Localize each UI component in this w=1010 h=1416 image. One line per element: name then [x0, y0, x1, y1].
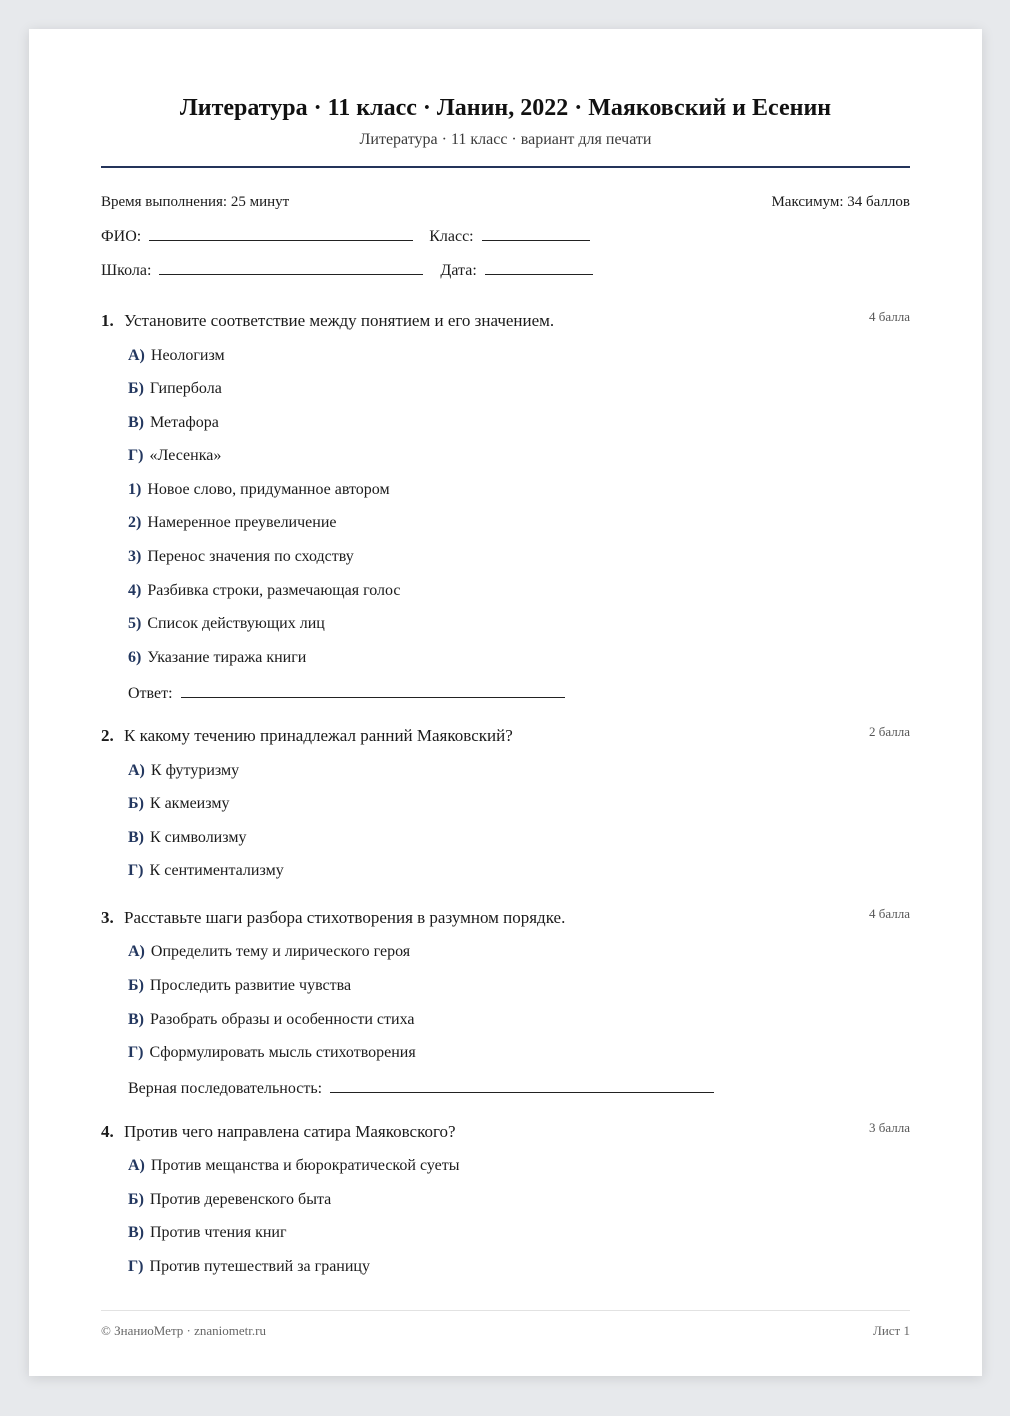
option-key: А) — [128, 1157, 145, 1174]
option-text: Против мещанства и бюрократической суеты — [150, 1157, 460, 1174]
option-key: Г) — [128, 862, 144, 879]
option-key: 5) — [128, 615, 142, 632]
answer-field[interactable] — [181, 683, 565, 698]
option-text: Гипербола — [149, 380, 222, 397]
option-text: Перенос значения по сходству — [147, 548, 354, 565]
page-subtitle: Литература · 11 класс · вариант для печати — [359, 131, 652, 148]
option-key: 1) — [128, 481, 142, 498]
option-key: Б) — [128, 795, 144, 812]
option-g[interactable] — [128, 447, 221, 465]
question-header — [101, 908, 910, 932]
question-header — [101, 311, 910, 335]
question-1 — [101, 309, 910, 702]
option-text: К сентиментализму — [149, 862, 284, 879]
answer-row — [128, 1078, 714, 1098]
option-key: В) — [128, 829, 144, 846]
question-3 — [101, 906, 910, 1097]
option-text: Неологизм — [150, 347, 225, 364]
date-label: Дата: — [440, 262, 477, 279]
option-text: Против деревенского быта — [149, 1191, 332, 1208]
option-text: «Лесенка» — [149, 447, 222, 464]
option-key: А) — [128, 943, 145, 960]
option-key: Б) — [128, 977, 144, 994]
question-number: 3. — [101, 908, 114, 927]
fio-field[interactable] — [149, 226, 413, 241]
option-key: Г) — [128, 1258, 144, 1275]
name-class-row — [101, 226, 590, 246]
school-date-row — [101, 260, 593, 280]
max-score: Максимум: 34 баллов — [771, 194, 910, 210]
question-points: 3 балла — [869, 1120, 910, 1135]
page-footer — [101, 1323, 910, 1339]
option-key: А) — [128, 347, 145, 364]
time-limit: Время выполнения: 25 минут — [101, 194, 290, 210]
option-6[interactable] — [128, 649, 306, 667]
option-key: 6) — [128, 649, 142, 666]
option-a[interactable] — [128, 1157, 459, 1175]
class-label: Класс: — [429, 228, 474, 245]
option-a[interactable] — [128, 943, 410, 961]
option-text: Список действующих лиц — [147, 615, 325, 632]
option-text: Против путешествий за границу — [149, 1258, 370, 1275]
footer-divider — [101, 1310, 910, 1311]
answer-row — [128, 683, 565, 703]
question-points: 2 балла — [869, 724, 910, 739]
question-2 — [101, 724, 910, 879]
option-v[interactable] — [128, 829, 246, 847]
option-key: Б) — [128, 1191, 144, 1208]
date-field[interactable] — [485, 260, 593, 275]
option-key: А) — [128, 762, 145, 779]
option-text: Метафора — [150, 414, 219, 431]
question-points: 4 балла — [869, 906, 910, 921]
option-key: Б) — [128, 380, 144, 397]
option-g[interactable] — [128, 1044, 416, 1062]
question-4 — [101, 1120, 910, 1275]
question-text: Против чего направлена сатира Маяковского? — [124, 1122, 456, 1141]
school-label: Школа: — [101, 262, 152, 279]
option-4[interactable] — [128, 582, 401, 600]
page-title: Литература · 11 класс · Ланин, 2022 · Маяковский и Есенин — [179, 95, 832, 121]
option-text: Определить тему и лирического героя — [150, 943, 411, 960]
option-text: Против чтения книг — [150, 1224, 287, 1241]
option-key: В) — [128, 1011, 144, 1028]
option-text: Новое слово, придуманное автором — [147, 481, 390, 498]
option-text: Проследить развитие чувства — [149, 977, 352, 994]
question-number: 4. — [101, 1122, 114, 1141]
option-text: Намеренное преувеличение — [147, 514, 337, 531]
footer-copyright: © ЗнаниоМетр · znaniometr.ru — [101, 1323, 266, 1338]
question-text: Расставьте шаги разбора стихотворения в разумном порядке. — [124, 908, 566, 927]
option-text: К акмеизму — [149, 795, 230, 812]
answer-label: Верная последовательность: — [128, 1080, 323, 1097]
option-g[interactable] — [128, 862, 284, 880]
option-key: В) — [128, 1224, 144, 1241]
option-a[interactable] — [128, 762, 239, 780]
question-number: 2. — [101, 726, 114, 745]
option-text: К футуризму — [150, 762, 240, 779]
question-points: 4 балла — [869, 309, 910, 324]
option-v[interactable] — [128, 1224, 287, 1242]
option-a[interactable] — [128, 347, 225, 365]
option-b[interactable] — [128, 977, 351, 995]
option-b[interactable] — [128, 380, 222, 398]
answer-label: Ответ: — [128, 685, 173, 702]
option-v[interactable] — [128, 414, 219, 432]
header-divider — [101, 166, 910, 168]
option-key: В) — [128, 414, 144, 431]
option-key: 4) — [128, 582, 142, 599]
question-text: Установите соответствие между понятием и его значением. — [124, 311, 555, 330]
option-b[interactable] — [128, 1191, 331, 1209]
option-2[interactable] — [128, 514, 336, 532]
question-header — [101, 726, 910, 750]
option-text: К символизму — [150, 829, 247, 846]
option-3[interactable] — [128, 548, 354, 566]
page-number: Лист 1 — [873, 1323, 910, 1338]
option-text: Сформулировать мысль стихотворения — [149, 1044, 416, 1061]
option-text: Разбивка строки, размечающая голос — [147, 582, 401, 599]
option-text: Указание тиража книги — [147, 649, 307, 666]
option-key: 2) — [128, 514, 142, 531]
option-1[interactable] — [128, 481, 390, 499]
question-text: К какому течению принадлежал ранний Маяковский? — [124, 726, 513, 745]
worksheet-page — [29, 29, 982, 1376]
option-v[interactable] — [128, 1011, 414, 1029]
class-field[interactable] — [482, 226, 590, 241]
option-text: Разобрать образы и особенности стиха — [150, 1011, 415, 1028]
question-header — [101, 1122, 910, 1146]
option-g[interactable] — [128, 1258, 370, 1276]
option-key: Г) — [128, 1044, 144, 1061]
answer-field[interactable] — [330, 1078, 714, 1093]
question-number: 1. — [101, 311, 114, 330]
fio-label: ФИО: — [101, 228, 142, 245]
school-field[interactable] — [159, 260, 423, 275]
option-key: 3) — [128, 548, 142, 565]
option-key: Г) — [128, 447, 144, 464]
option-5[interactable] — [128, 615, 325, 633]
option-b[interactable] — [128, 795, 229, 813]
